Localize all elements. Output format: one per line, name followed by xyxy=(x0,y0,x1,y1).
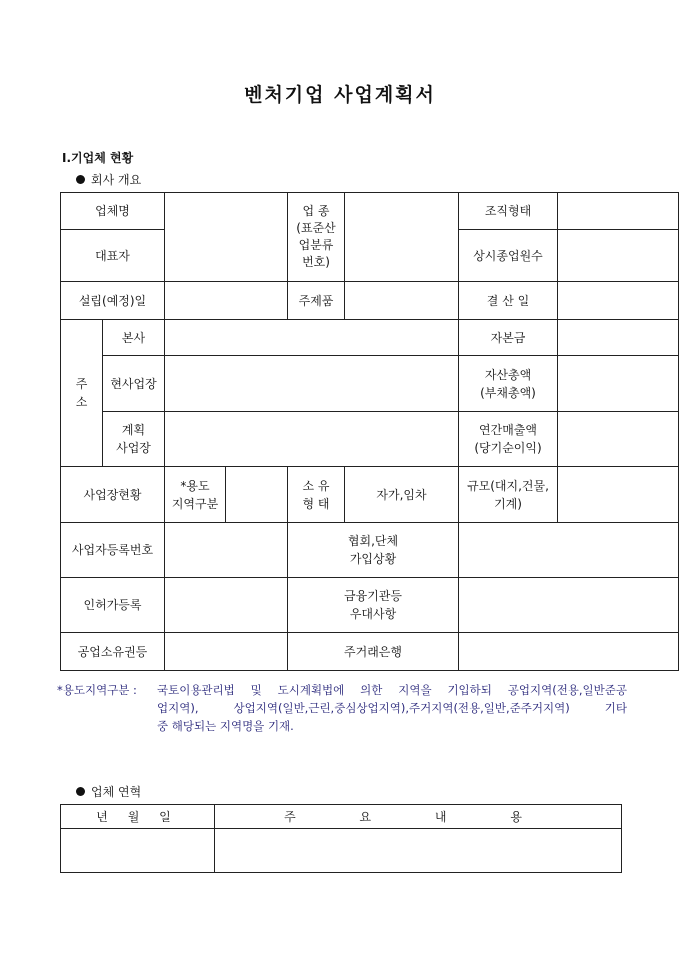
table-row xyxy=(61,633,679,671)
history-content-header xyxy=(215,805,622,829)
zone-type-label-line2: 지역구분 xyxy=(171,496,219,511)
planned-site-label-line1: 계획 xyxy=(121,423,146,437)
footnote-label: *용도지역구분 : xyxy=(57,683,137,697)
history-date-header xyxy=(61,805,215,829)
table-row xyxy=(61,578,679,633)
planned-site-label xyxy=(103,412,165,467)
financial-label-line2: 우대사항 xyxy=(349,607,397,621)
company-history-table xyxy=(60,804,622,873)
industry-label-line3: 업분류 xyxy=(298,238,334,252)
history-content-value[interactable] xyxy=(215,829,622,873)
employees-value[interactable] xyxy=(558,230,679,282)
table-row xyxy=(61,193,679,230)
total-assets-label-line1: 자산총액 xyxy=(484,367,532,382)
license-value[interactable] xyxy=(165,578,288,633)
history-content-header-text: 주 요 내 용 xyxy=(284,809,552,824)
capital-label: 자본금 xyxy=(459,320,558,356)
table-row xyxy=(61,412,679,467)
association-label-line2: 가입상황 xyxy=(349,552,397,566)
bullet-icon xyxy=(76,787,85,796)
scale-label-line2: 기계) xyxy=(494,496,522,511)
patents-value[interactable] xyxy=(165,633,288,671)
total-assets-label-line2: (부채총액) xyxy=(480,385,536,400)
industry-label-line4: 번호) xyxy=(302,255,330,269)
industry-label-line1: 업 종 xyxy=(302,204,330,218)
biz-reg-no-label: 사업자등록번호 xyxy=(61,523,165,578)
history-date-header-text: 년 월 일 xyxy=(96,809,179,824)
table-row xyxy=(61,829,622,873)
address-label-line2: 소 xyxy=(75,395,88,409)
current-site-value[interactable] xyxy=(165,356,459,412)
main-product-value[interactable] xyxy=(345,282,459,320)
main-product-label: 주제품 xyxy=(288,282,345,320)
head-office-value[interactable] xyxy=(165,320,459,356)
company-overview-table xyxy=(60,192,679,671)
biz-reg-no-value[interactable] xyxy=(165,523,288,578)
annual-sales-label-line2: (당기순이익) xyxy=(474,441,542,455)
address-label xyxy=(61,320,103,467)
association-value[interactable] xyxy=(459,523,679,578)
zone-type-value[interactable] xyxy=(226,467,288,523)
fiscal-date-value[interactable] xyxy=(558,282,679,320)
main-bank-label: 주거래은행 xyxy=(288,633,459,671)
table-row xyxy=(61,282,679,320)
capital-value[interactable] xyxy=(558,320,679,356)
zone-type-label-line1: *용도 xyxy=(180,478,210,493)
ownership-label-line1: 소 유 xyxy=(302,478,330,493)
industry-label-line2: (표준산 xyxy=(296,221,336,235)
bullet-icon xyxy=(76,175,85,184)
footnote-line2: 업지역), 상업지역(일반,근린,중심상업지역),주거지역(전용,일반,준주거지역) 기타 xyxy=(157,701,627,715)
footnote-text xyxy=(157,681,627,735)
table-row xyxy=(61,320,679,356)
association-label xyxy=(288,523,459,578)
scale-label-line1: 규모(대지,건물, xyxy=(467,478,549,493)
annual-sales-label-line1: 연간매출액 xyxy=(479,423,537,437)
total-assets-label xyxy=(459,356,558,412)
patents-label: 공업소유권등 xyxy=(61,633,165,671)
scale-label xyxy=(459,467,558,523)
ceo-label: 대표자 xyxy=(61,230,165,282)
financial-label-line1: 금융기관등 xyxy=(344,589,402,603)
footnote-line1: 국토이용관리법 및 도시계획법에 의한 지역을 기입하되 공업지역(전용,일반준공 xyxy=(157,683,627,697)
history-heading-label: 업체 연혁 xyxy=(91,785,142,799)
industry-label xyxy=(288,193,345,282)
site-status-label: 사업장현황 xyxy=(61,467,165,523)
table-row xyxy=(61,523,679,578)
address-label-line1: 주 xyxy=(75,377,88,391)
company-name-label: 업체명 xyxy=(61,193,165,230)
financial-value[interactable] xyxy=(459,578,679,633)
table-row xyxy=(61,467,679,523)
table-row xyxy=(61,356,679,412)
history-heading xyxy=(76,783,141,800)
table-row xyxy=(61,805,622,829)
scale-value[interactable] xyxy=(558,467,679,523)
org-type-label: 조직형태 xyxy=(459,193,558,230)
annual-sales-value[interactable] xyxy=(558,412,679,467)
employees-label: 상시종업원수 xyxy=(459,230,558,282)
founded-label: 설립(예정)일 xyxy=(61,282,165,320)
industry-value[interactable] xyxy=(345,193,459,282)
fiscal-date-label: 결 산 일 xyxy=(459,282,558,320)
overview-heading-label: 회사 개요 xyxy=(91,173,142,187)
main-bank-value[interactable] xyxy=(459,633,679,671)
overview-heading xyxy=(76,171,141,188)
planned-site-value[interactable] xyxy=(165,412,459,467)
total-assets-value[interactable] xyxy=(558,356,679,412)
founded-value[interactable] xyxy=(165,282,288,320)
financial-label xyxy=(288,578,459,633)
section-heading: Ⅰ.기업체 현황 xyxy=(62,151,134,165)
head-office-label: 본사 xyxy=(103,320,165,356)
association-label-line1: 협회,단체 xyxy=(347,534,399,548)
ownership-label-line2: 형 태 xyxy=(302,496,330,511)
zone-type-label xyxy=(165,467,226,523)
annual-sales-label xyxy=(459,412,558,467)
history-date-value[interactable] xyxy=(61,829,215,873)
footnote-line3: 중 해당되는 지역명을 기재. xyxy=(157,719,294,733)
current-site-label: 현사업장 xyxy=(103,356,165,412)
org-type-value[interactable] xyxy=(558,193,679,230)
planned-site-label-line2: 사업장 xyxy=(116,441,151,455)
ownership-value: 자가,임차 xyxy=(345,467,459,523)
document-title: 벤처기업 사업계획서 xyxy=(244,84,436,106)
ownership-label xyxy=(288,467,345,523)
company-name-ceo-value[interactable] xyxy=(165,193,288,282)
license-label: 인허가등록 xyxy=(61,578,165,633)
